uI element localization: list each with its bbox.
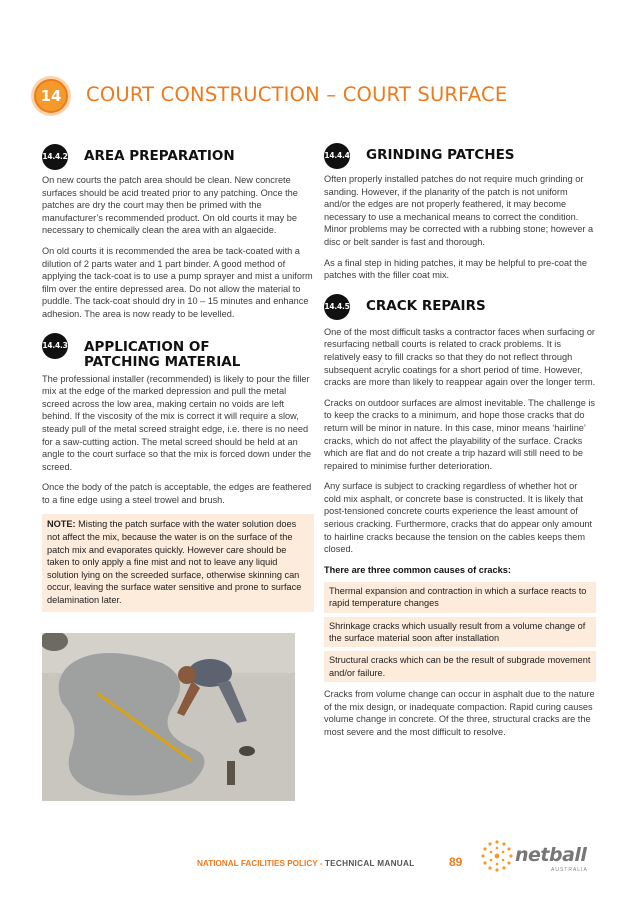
section-title: CRACK REPAIRS [366, 297, 486, 314]
section-number-badge: 14.4.4 [324, 143, 350, 169]
cause-item: Structural cracks which can be the result of subgrade movement and/or failure. [324, 651, 596, 682]
footer-policy: NATIONAL FACILITIES POLICY - [197, 859, 323, 868]
netball-logo [477, 838, 602, 878]
photo-illustration [42, 633, 295, 801]
paragraph: On old courts it is recommended the area be tack-coated with a dilution of 2 parts water and 1 part binder. A good method of applying the tack-coat is to use a pump sprayer and mist a uniform film over the entire depressed area. Do not allow the material to puddle. The tack-coat should dry in 10 – 15 minutes and enhance adhesion. The area is now ready to be levelled. [42, 245, 313, 319]
section-number-badge: 14.4.3 [42, 333, 68, 359]
paragraph: Often properly installed patches do not require much grinding or sanding. However, if the planarity of the patch is not uniform and/or the edges are not properly feathered, it may become necessary to use a mechanical means to correct the condition. Minor problems may be corrected with a rubbing stone; however a disc or belt sander is fast and thorough. [324, 174, 594, 247]
left-column [42, 144, 314, 622]
section-title: GRINDING PATCHES [366, 147, 515, 163]
section-title: AREA PREPARATION [84, 148, 235, 164]
footer-manual: TECHNICAL MANUAL [324, 859, 415, 868]
patching-photo [42, 633, 295, 801]
section-number-badge: 14.4.2 [42, 144, 68, 170]
paragraph: Once the body of the patch is acceptable, the edges are feathered to a fine edge using a steel trowel and brush. [42, 482, 312, 505]
chapter-number: 14 [40, 87, 62, 105]
paragraph: Cracks from volume change can occur in asphalt due to the nature of the mix design, or inadequate compaction. Rapid curing causes volume change in concrete. Of the three, structural cracks are the most severe and the most difficult to resolve. [324, 689, 595, 738]
section-number-badge: 14.4.5 [324, 294, 350, 320]
right-column [324, 143, 596, 747]
note-text: Misting the patch surface with the water solution does not affect the mix, because the water is on the surface of the patch mix and evaporates quickly. However care should be taken to only apply a fine mist and not to leave any liquid solution lying on the screeded surface, otherwise skinning can occur, leaving the surface water sensitive and prone to surface delamination later. [47, 519, 302, 606]
paragraph: Cracks on outdoor surfaces are almost inevitable. The challenge is to keep the cracks to a minimum, and hope those cracks that do return will be minor in nature. In this case, minor means ‘hairline’ cracks, which do not affect the playability of the surface. Cracks which are flat and do not create a trip hazard will still need to be repaired to minimise further deterioration. [324, 397, 596, 471]
section-heading-application [42, 333, 314, 373]
paragraph: The professional installer (recommended) is likely to pour the filler mix at the edge of the marked depression and pull the metal screed across the low area, making certain no voids are left behind. If the viscosity of the mix is correct it will require a slow, steady pull of the metal screed straight edge, i.e. there is no need for a saw-cutting action. The metal screed should be held at an angle to the court surface so that the mix is forced down under the screed. [42, 373, 312, 472]
paragraph: As a final step in hiding patches, it may be helpful to pre-coat the patches with the filler coat mix. [324, 257, 588, 281]
logo-subtext: AUSTRALIA [551, 867, 588, 873]
note-label: NOTE: [47, 519, 76, 530]
cause-item: Shrinkage cracks which usually result from a volume change of the surface material soon after installation [324, 617, 596, 648]
page-number: 89 [449, 855, 463, 869]
note-box [42, 514, 314, 611]
section-title-line: APPLICATION OF [84, 338, 210, 355]
paragraph: On new courts the patch area should be clean. New concrete surfaces should be acid treated prior to any patching. Once the patches are dry the court may then be primed with the manufacturer’s recommended product. On old courts it may be necessary to chemically clean the area with an algaecide. [42, 175, 298, 236]
cause-item: Thermal expansion and contraction in which a surface reacts to rapid temperature changes [324, 582, 596, 613]
section-heading-crack-repairs [324, 294, 596, 326]
section-heading-area-preparation [42, 144, 314, 174]
chapter-number-badge [34, 79, 68, 113]
section-title-line: PATCHING MATERIAL [84, 353, 241, 370]
footer-title [197, 859, 415, 868]
causes-heading: There are three common causes of cracks: [324, 564, 511, 575]
logo-wordmark: netball [515, 844, 587, 866]
section-title [84, 340, 240, 370]
chapter-title: COURT CONSTRUCTION – COURT SURFACE [86, 83, 508, 106]
paragraph: One of the most difficult tasks a contractor faces when surfacing or resurfacing netball courts is related to crack problems. It is relatively easy to fill cracks so that they do not reflect through subsequent acrylic coatings for a short period of time. However, cracks are more than likely to reappear again over the longer term. [324, 326, 596, 388]
paragraph: Any surface is subject to cracking regardless of whether hot or cold mix asphalt, or concrete base is constructed. It is likely that post-tensioned concrete courts experience the least amount of serious cracking. Furthermore, cracks that do appear only amount to hairline cracks because the tension on the cables keeps them closed. [324, 481, 593, 555]
section-heading-grinding [324, 143, 596, 173]
